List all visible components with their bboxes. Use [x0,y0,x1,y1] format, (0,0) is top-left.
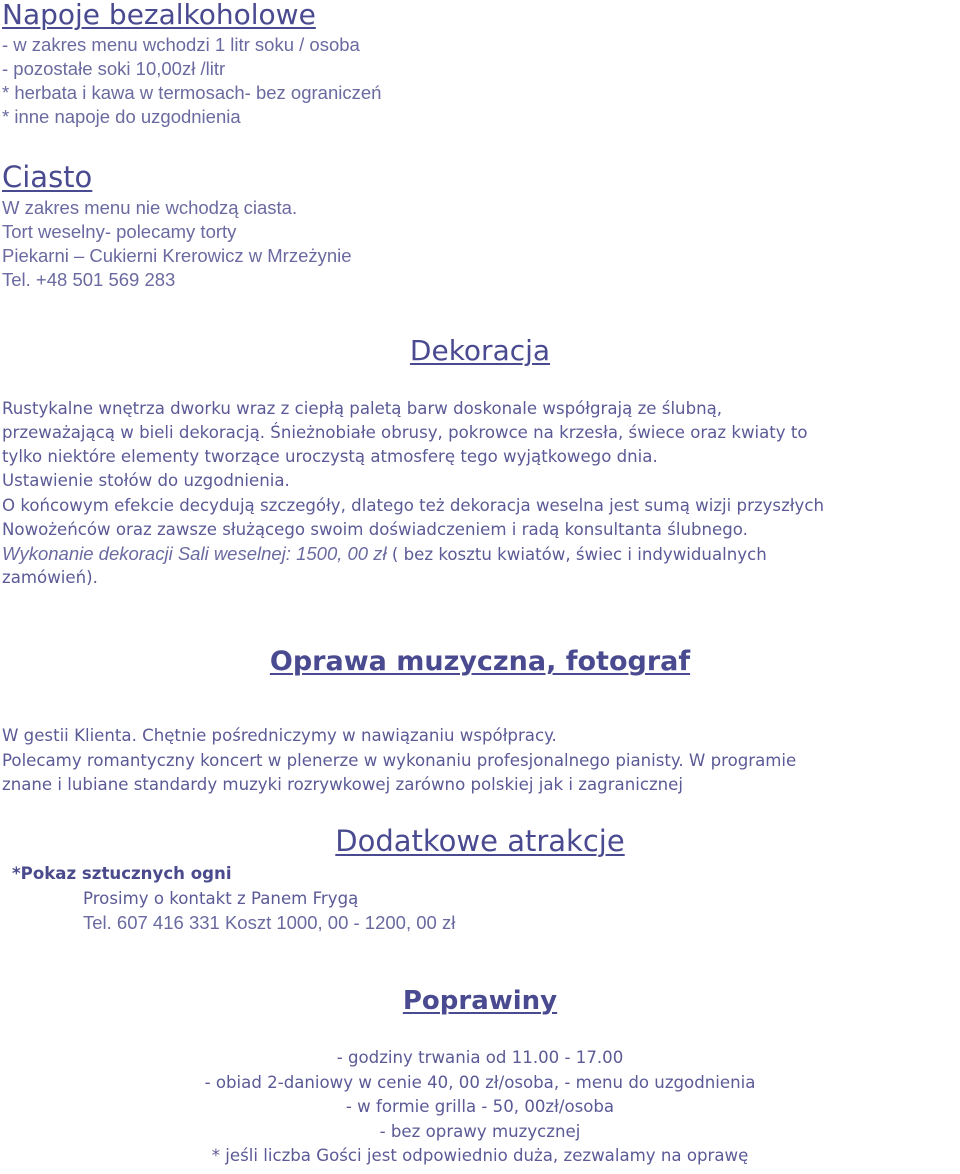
extras-item-title: *Pokaz sztucznych ogni [12,864,232,883]
decoration-heading: Dekoracja [409,334,551,367]
decoration-line-1: Rustykalne wnętrza dworku wraz z ciepłą paletą barw doskonale współgrają ze ślubną, [2,399,723,418]
drinks-line-3: * herbata i kawa w termosach- bez ograniczeń [2,82,382,103]
after-party-line-4: - bez oprawy muzycznej [379,1122,581,1141]
after-party-line-1: - godziny trwania od 11.00 - 17.00 [336,1048,624,1067]
cake-line-4: Tel. +48 501 569 283 [2,269,176,290]
decoration-line-2: przeważającą w bieli dekoracją. Śnieżnobiałe obrusy, pokrowce na krzesła, świece oraz kwiaty to [2,423,808,442]
decoration-line-6: Nowożeńców oraz zawsze służącego swoim doświadczeniem i radą konsultanta ślubnego. [2,520,748,539]
drinks-line-2: - pozostałe soki 10,00zł /litr [2,58,226,79]
after-party-line-3: - w formie grilla - 50, 00zł/osoba [345,1097,615,1116]
cake-line-2: Tort weselny- polecamy torty [2,221,237,242]
music-line-2: Polecamy romantyczny koncert w plenerze w wykonaniu profesjonalnego pianisty. W programie [2,751,797,770]
decoration-price-italic: Wykonanie dekoracji Sali weselnej: 1500, 00 zł [2,543,387,564]
cake-heading: Ciasto [2,160,93,194]
decoration-line-3: tylko niektóre elementy tworzące uroczystą atmosferę tego wyjątkowego dnia. [2,447,658,466]
drinks-line-4: * inne napoje do uzgodnienia [2,106,241,127]
extras-line-1: Prosimy o kontakt z Panem Frygą [83,889,359,908]
decoration-line-5: O końcowym efekcie decydują szczegóły, dlatego też dekoracja weselna jest sumą wizji przyszłych [2,496,824,515]
music-line-3: znane i lubiane standardy muzyki rozrywkowej zarówno polskiej jak i zagranicznej [2,775,683,794]
after-party-line-2: - obiad 2-daniowy w cenie 40, 00 zł/osoba, - menu do uzgodnienia [204,1073,756,1092]
decoration-line-4: Ustawienie stołów do uzgodnienia. [2,471,290,490]
cake-line-1: W zakres menu nie wchodzą ciasta. [2,197,298,218]
after-party-line-5: * jeśli liczba Gości jest odpowiednio duża, zezwalamy na oprawę [211,1146,749,1165]
decoration-price-cont: zamówień). [2,568,98,587]
after-party-heading: Poprawiny [402,986,558,1016]
music-line-1: W gestii Klienta. Chętnie pośredniczymy w nawiązaniu współpracy. [2,726,557,745]
decoration-price-line [2,542,767,567]
extras-line-2: Tel. 607 416 331 Koszt 1000, 00 - 1200, 00 zł [83,912,456,933]
cake-line-3: Piekarni – Cukierni Krerowicz w Mrzeżynie [2,245,352,266]
drinks-heading: Napoje bezalkoholowe [2,0,316,31]
extras-heading: Dodatkowe atrakcje [335,824,625,858]
drinks-line-1: - w zakres menu wchodzi 1 litr soku / osoba [2,34,360,55]
music-heading: Oprawa muzyczna, fotograf [269,646,691,677]
decoration-price-rest: ( bez kosztu kwiatów, świec i indywidualnych [386,545,767,564]
